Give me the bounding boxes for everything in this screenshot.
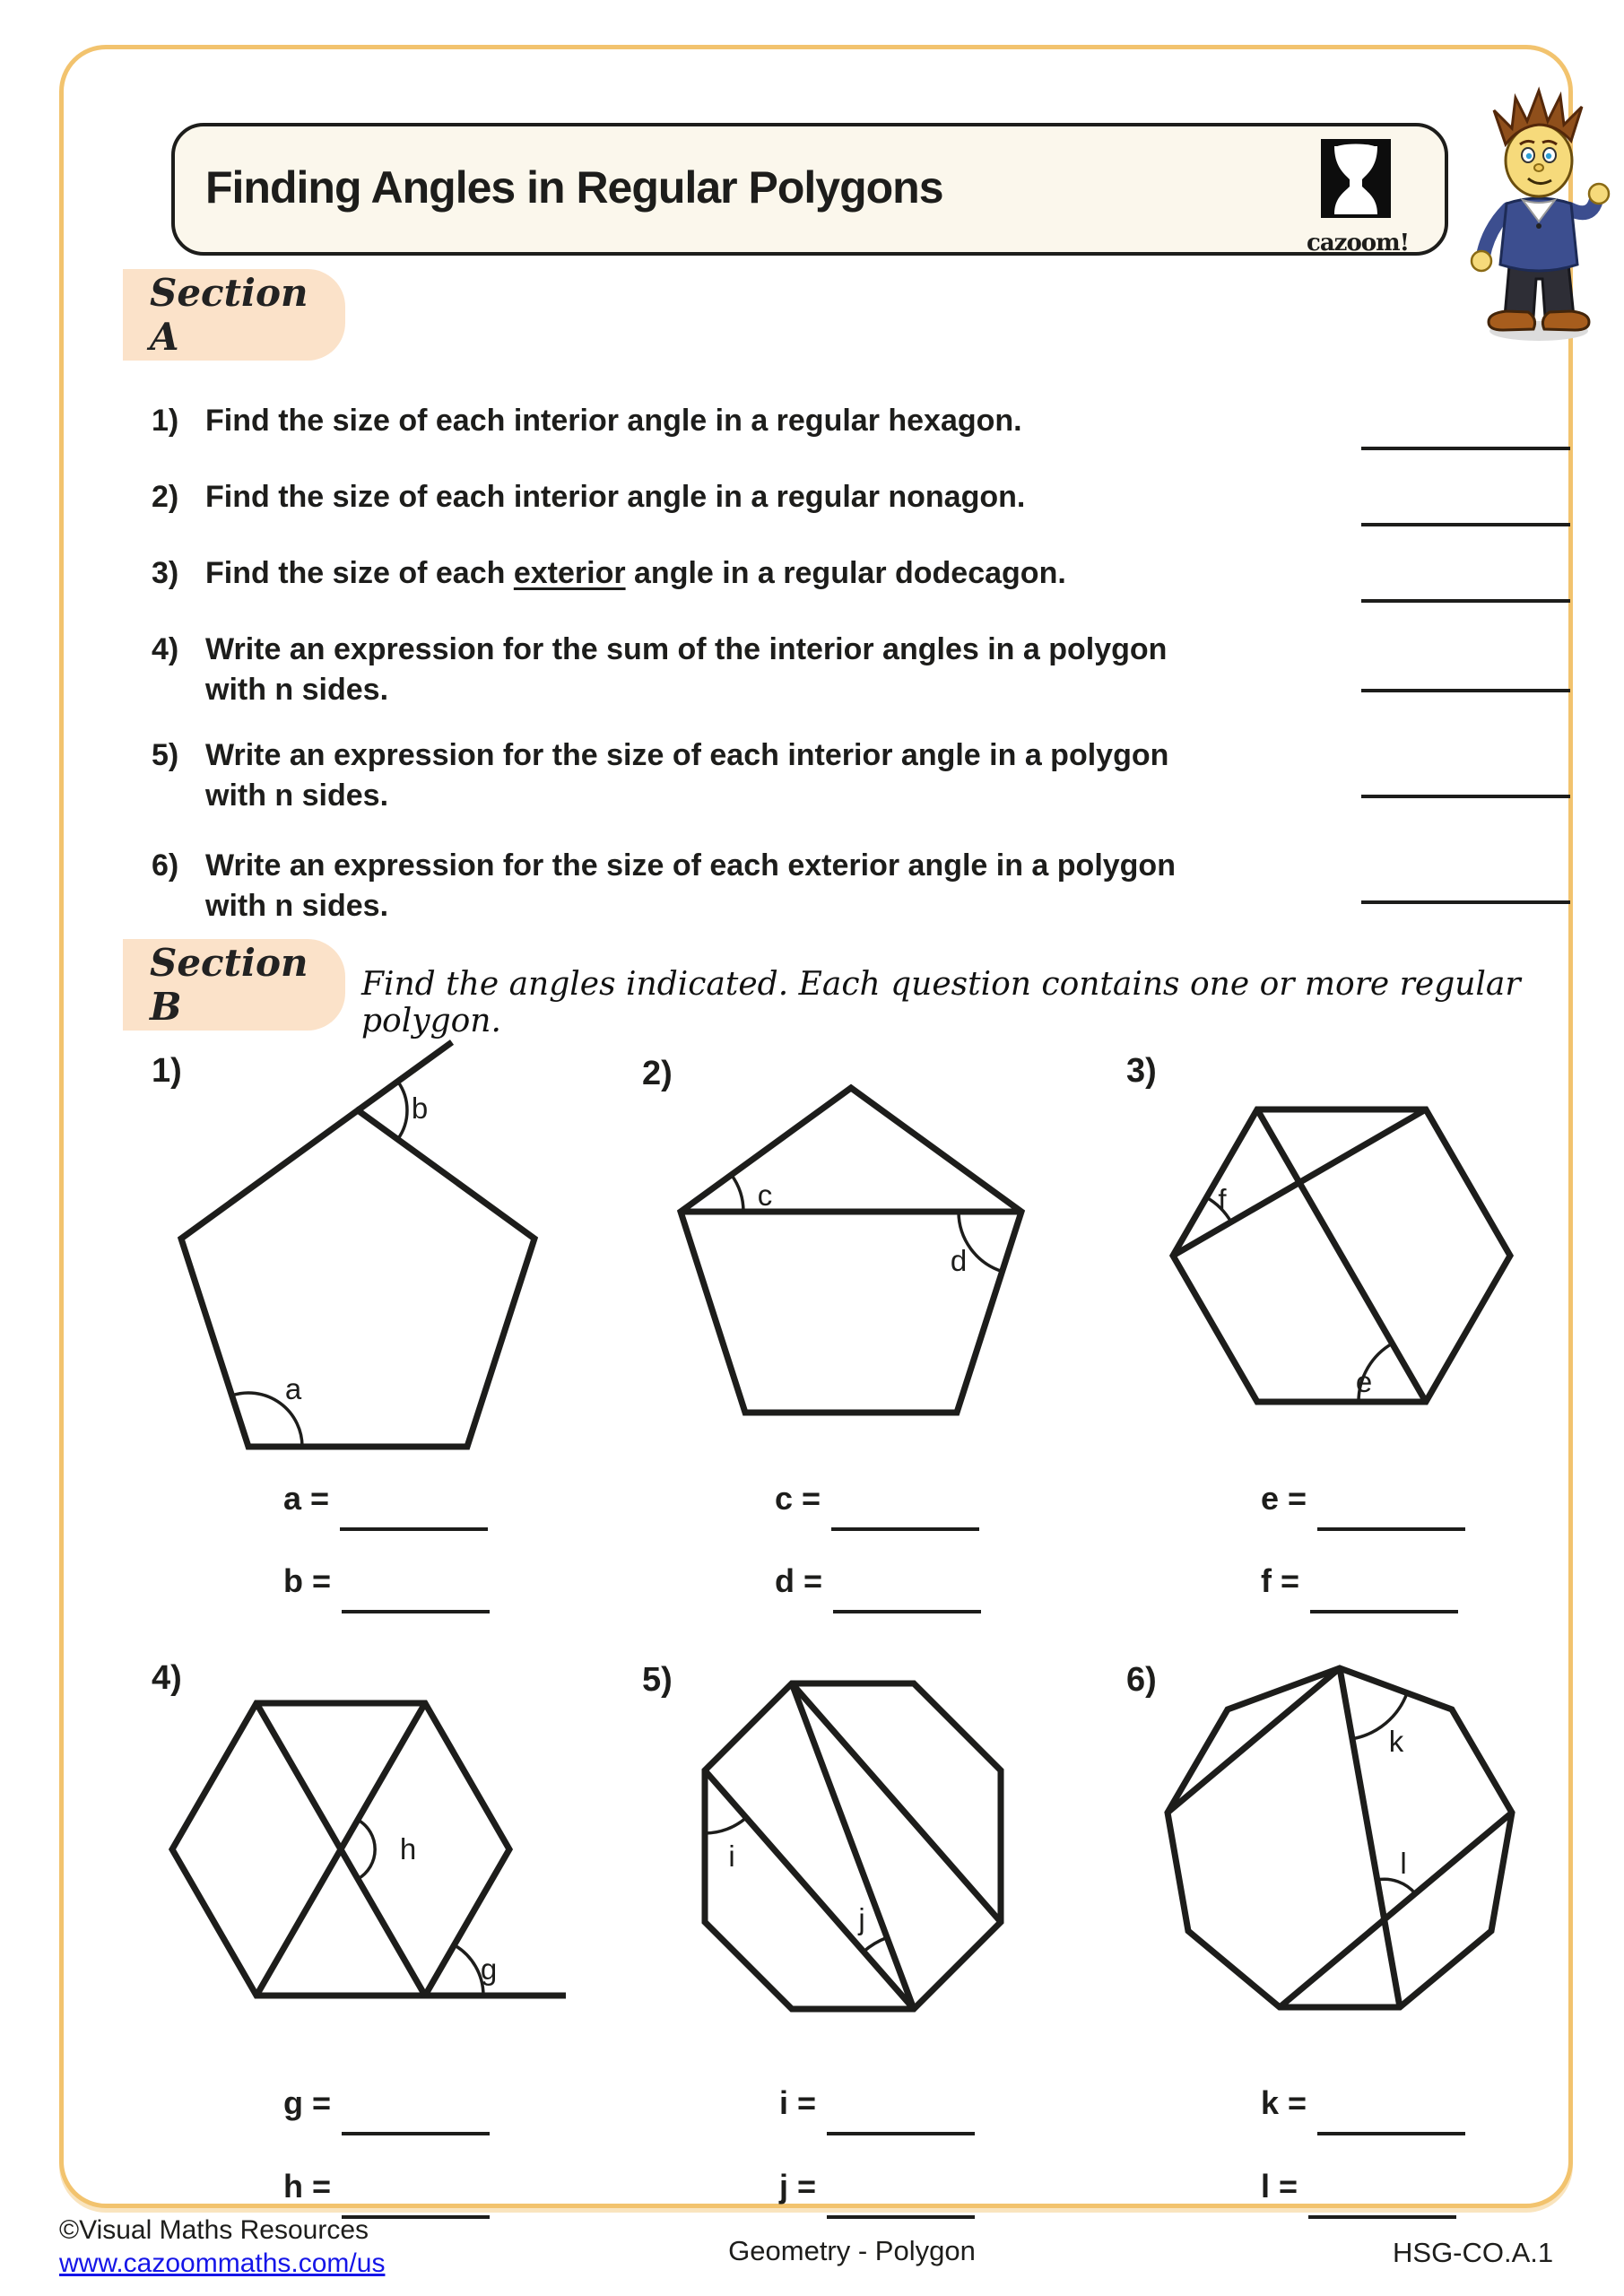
answer-row-i: i = xyxy=(779,2082,975,2125)
diagonal-line xyxy=(705,1770,914,2009)
angle-label-c: c xyxy=(757,1178,773,1212)
answer-row-e: e = xyxy=(1261,1477,1465,1520)
angle-label-h: h xyxy=(399,1832,417,1866)
question-text: Write an expression for the size of each exterior angle in a polygon with n sides. xyxy=(205,848,1176,923)
hourglass-icon xyxy=(1307,139,1405,229)
angle-label-j: j xyxy=(858,1902,865,1935)
answer-blank-q2 xyxy=(1361,523,1570,526)
diagram-q2-pentagon xyxy=(681,1088,1021,1413)
angle-arc-j xyxy=(864,1937,887,1952)
question-text: Write an expression for the sum of the interior angles in a polygon with n sides. xyxy=(205,632,1168,707)
section-a-label: Section A xyxy=(150,271,308,359)
question-number: 1) xyxy=(152,404,179,438)
answer-blank-k xyxy=(1317,2092,1465,2135)
answer-row-l: l = xyxy=(1261,2165,1456,2208)
footer-copyright: ©Visual Maths Resources xyxy=(59,2215,369,2245)
angle-arc-l xyxy=(1377,1879,1415,1893)
answer-blank-q4 xyxy=(1361,689,1570,692)
question-number: 2) xyxy=(152,480,179,514)
question-3 xyxy=(152,553,1353,594)
diagonal-line xyxy=(1168,1668,1340,1813)
footer-subject: Geometry - Polygon xyxy=(728,2235,976,2266)
answer-blank-i xyxy=(827,2092,975,2135)
cazoom-logo xyxy=(1307,139,1410,257)
angle-arc-h xyxy=(358,1820,375,1879)
answer-row-b: b = xyxy=(283,1560,490,1603)
question-text: Find the size of each interior angle in a regular nonagon. xyxy=(205,480,1026,514)
question-4 xyxy=(152,630,1353,710)
angle-label-b: b xyxy=(411,1091,429,1125)
diagram-q6-nonagon xyxy=(1168,1668,1512,2007)
angle-label-a: a xyxy=(284,1372,302,1405)
answer-row-a: a = xyxy=(283,1477,488,1520)
answer-row-k: k = xyxy=(1261,2082,1465,2125)
question-text: Find the size of each interior angle in a regular hexagon. xyxy=(205,404,1022,438)
question-1 xyxy=(152,401,1353,441)
section-b-label: Section B xyxy=(150,941,308,1029)
diagram-q4-hexagon xyxy=(172,1703,566,1996)
answer-blank-e xyxy=(1317,1488,1465,1531)
diagram-number-3: 3) xyxy=(1126,1052,1157,1090)
footer-code: HSG-CO.A.1 xyxy=(1393,2237,1554,2268)
question-number: 6) xyxy=(152,848,179,883)
answer-blank-l xyxy=(1308,2176,1456,2219)
angle-arc-g xyxy=(455,1945,484,1996)
angle-label-l: l xyxy=(1400,1847,1407,1880)
footer-url-link[interactable]: www.cazoommaths.com/us xyxy=(59,2248,386,2278)
question-number: 4) xyxy=(152,632,179,666)
logo-text: cazoom! xyxy=(1307,230,1410,257)
question-text: Find the size of each exterior angle in a regular dodecagon. xyxy=(205,556,1066,590)
angle-label-g: g xyxy=(480,1952,498,1986)
answer-blank-j xyxy=(827,2176,975,2219)
diagram-number-2: 2) xyxy=(642,1055,673,1092)
answer-blank-q5 xyxy=(1361,795,1570,798)
answer-blank-g xyxy=(342,2092,490,2135)
angle-label-i: i xyxy=(728,1839,735,1873)
answer-blank-f xyxy=(1310,1570,1458,1613)
answer-row-d: d = xyxy=(775,1560,981,1603)
answer-blank-c xyxy=(831,1488,979,1531)
answer-blank-d xyxy=(833,1570,981,1613)
page-title: Finding Angles in Regular Polygons xyxy=(205,162,943,213)
answer-row-f: f = xyxy=(1261,1560,1458,1603)
angle-arc-i xyxy=(705,1818,746,1833)
diagonal-line xyxy=(792,1683,914,2009)
question-number: 5) xyxy=(152,738,179,772)
question-6 xyxy=(152,846,1353,926)
section-b-tab xyxy=(123,939,345,1031)
answer-row-h: h = xyxy=(283,2165,490,2208)
diagram-q1-pentagon xyxy=(181,1042,534,1447)
diagram-q5-octagon xyxy=(705,1683,1001,2009)
mascot-boy-illustration xyxy=(1449,85,1620,345)
section-b-instruction: Find the angles indicated. Each question contains one or more regular polygon. xyxy=(361,966,1521,1039)
angle-arc-c xyxy=(732,1175,743,1212)
answer-blank-q3 xyxy=(1361,599,1570,603)
question-number: 3) xyxy=(152,556,179,590)
diagram-number-1: 1) xyxy=(152,1052,182,1090)
question-2 xyxy=(152,477,1353,517)
diagram-number-4: 4) xyxy=(152,1659,182,1697)
angle-label-d: d xyxy=(950,1244,968,1277)
section-a-tab xyxy=(123,269,345,361)
diagram-number-6: 6) xyxy=(1126,1661,1157,1699)
answer-blank-b xyxy=(342,1570,490,1613)
answer-row-c: c = xyxy=(775,1477,979,1520)
answer-blank-h xyxy=(342,2176,490,2219)
answer-blank-a xyxy=(340,1488,488,1531)
angle-label-f: f xyxy=(1218,1183,1227,1216)
question-text: Write an expression for the size of each interior angle in a polygon with n sides. xyxy=(205,738,1169,813)
title-box xyxy=(171,123,1448,256)
diagram-number-5: 5) xyxy=(642,1661,673,1699)
diagonal-line xyxy=(792,1683,1001,1922)
angle-label-k: k xyxy=(1388,1725,1404,1758)
angle-label-e: e xyxy=(1355,1365,1373,1398)
worksheet-card xyxy=(59,45,1573,2208)
answer-row-j: j = xyxy=(779,2165,975,2208)
section-b-diagrams xyxy=(64,1027,1624,2076)
answer-blank-q1 xyxy=(1361,447,1570,450)
answer-row-g: g = xyxy=(283,2082,490,2125)
question-5 xyxy=(152,735,1353,816)
diagram-q3-hexagon xyxy=(1173,1109,1510,1402)
angle-arc-b xyxy=(398,1082,407,1140)
diagonal-line xyxy=(1257,1109,1426,1402)
answer-blank-q6 xyxy=(1361,900,1570,904)
